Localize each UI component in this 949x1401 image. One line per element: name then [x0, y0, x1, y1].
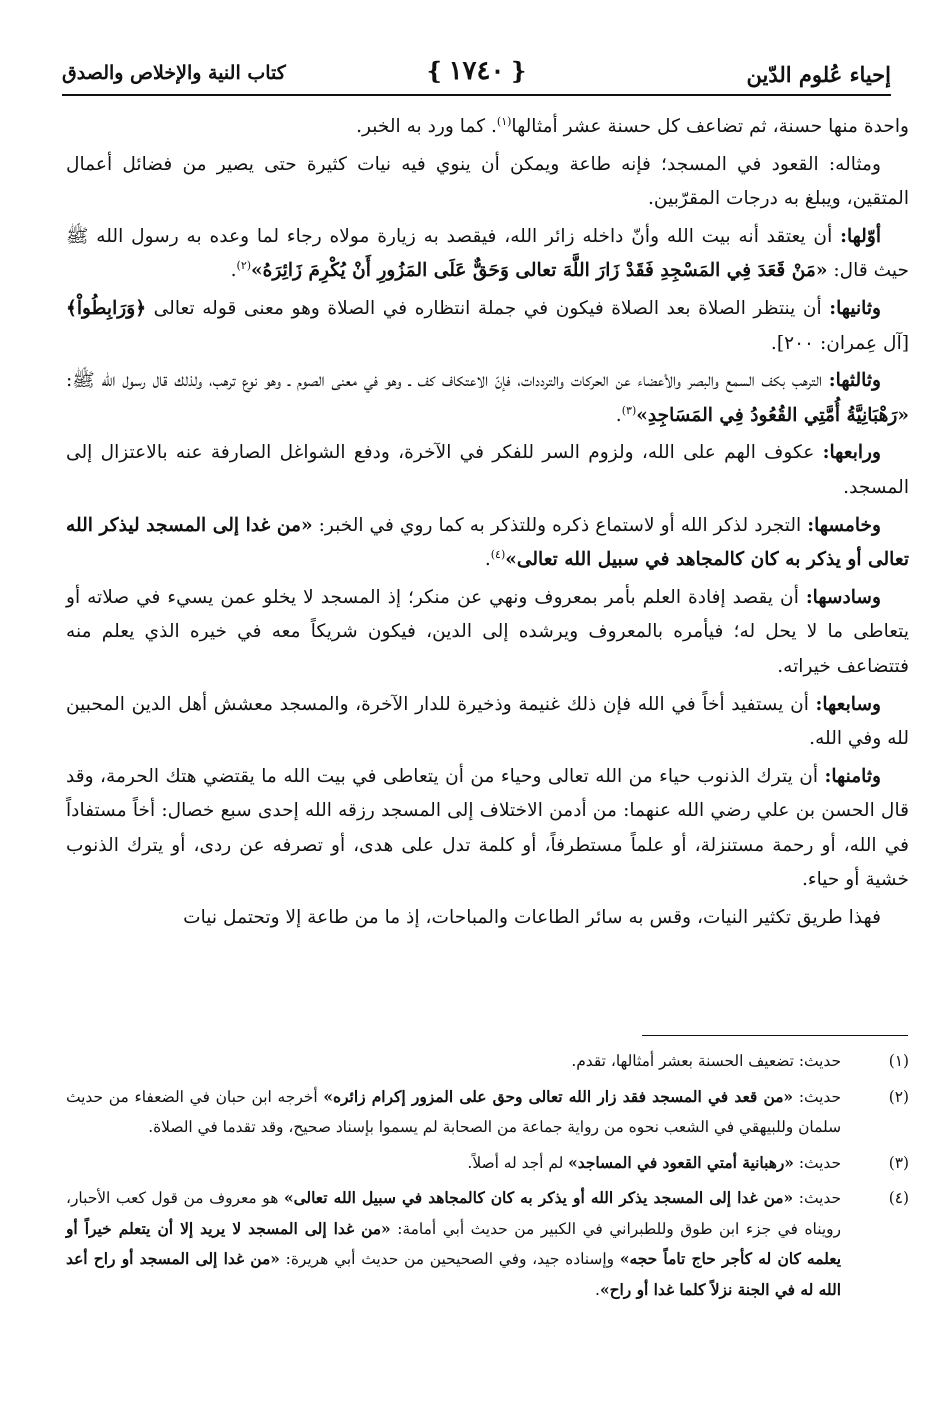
footnote-label: حديث: — [793, 1052, 841, 1070]
footnote-2 — [66, 1082, 909, 1143]
main-text — [66, 110, 909, 936]
chapter-title: كتاب النية والإخلاص والصدق — [62, 62, 286, 84]
left-ornament-icon: ❴ — [424, 57, 445, 85]
verse-citation: [آل عِمران: ٢٠٠]. — [770, 332, 909, 354]
footnote-ref-1: (١) — [496, 114, 512, 128]
quran-verse: ﴿وَرَابِطُواْ﴾ — [66, 297, 147, 319]
point-label: وسابعها: — [815, 693, 881, 715]
hadith-quote: «مَنْ قَعَدَ فِي المَسْجِدِ فَقَدْ زَارَ اللَّهَ تعالى وَحَقٌّ عَلَى المَزُورِ أَنْ يُكْرِمَ زَائِرَهُ» — [251, 260, 828, 282]
point-end: . — [615, 404, 622, 426]
paragraph-point-2 — [66, 292, 909, 361]
footnote-text: هو معروف من قول كعب الأحبار، رويناه في جزء ابن طوق وللطبراني في الكبير من حديث أبي أمامة: — [66, 1189, 841, 1238]
point-text: الترهب بكف السمع والبصر والأعضاء عن الحركات والترددات، فإنّ الاعتكاف كف ـ وهو في معنى الصوم ـ وهو نوع ترهب، ولذلك قال رسول الله ﷺ: — [66, 370, 829, 392]
right-ornament-icon: ❵ — [508, 57, 529, 85]
footnote-hadith: «من غدا إلى المسجد لا يريد إلا أن يتعلم خيراً أو يعلمه كان له كأجر حاج تاماً حجه» — [66, 1219, 841, 1268]
page-number — [424, 56, 528, 86]
footnotes — [66, 1046, 909, 1310]
footnote-ref-4: (٤) — [490, 547, 506, 561]
point-text: أن يستفيد أخاً في الله فإن ذلك غنيمة وذخيرة للدار الآخرة، والمسجد معشش أهل الدين المحبين لله وفي الله. — [66, 693, 909, 750]
footnote-4 — [66, 1183, 909, 1305]
footnote-number: (٢) — [888, 1087, 909, 1106]
point-label: وسادسها: — [805, 586, 881, 608]
footnote-text: تضعيف الحسنة بعشر أمثالها، تقدم. — [571, 1052, 794, 1070]
page-header — [62, 56, 891, 90]
point-label: وثانيها: — [829, 297, 881, 319]
footnote-text: . — [595, 1280, 600, 1299]
point-end: . — [484, 549, 491, 571]
hadith-quote: «من غدا إلى المسجد ليذكر الله تعالى أو يذكر به كان كالمجاهد في سبيل الله تعالى» — [66, 514, 909, 571]
paragraph-point-6 — [66, 581, 909, 685]
header-divider — [62, 94, 891, 96]
footnote-hadith: «من قعد في المسجد فقد زار الله تعالى وحق على المزور إكرام زائره» — [323, 1087, 794, 1106]
footnote-number: (٤) — [888, 1189, 909, 1207]
point-text: التجرد لذكر الله أو لاستماع ذكره وللتذكر به كما روي في الخبر: — [312, 514, 808, 536]
paragraph-point-3 — [66, 364, 909, 433]
point-text: عكوف الهم على الله، ولزوم السر للفكر في الآخرة، ودفع الشواغل الصارفة عنه بالاعتزال إلى المسجد. — [66, 442, 909, 498]
footnote-text: أخرجه ابن حبان في الضعفاء من حديث سلمان وللبيهقي في الشعب نحوه من رواية جماعة من الصحابة لم يسموا بإسناد صحيح، وقد تقدما في الصلاة. — [66, 1087, 841, 1136]
paragraph-point-4 — [66, 436, 909, 505]
footnote-text: لم أجد له أصلاً. — [467, 1153, 569, 1172]
footnote-ref-3: (٣) — [621, 403, 637, 417]
footnote-hadith: «من غدا إلى المسجد يذكر الله أو يذكر به كان كالمجاهد في سبيل الله تعالى» — [283, 1189, 794, 1207]
footnote-number: (٣) — [888, 1153, 909, 1172]
footnote-3 — [66, 1148, 909, 1179]
point-text: أن يقصد إفادة العلم بأمر بمعروف ونهي عن منكر؛ إذ المسجد لا يخلو عمن يسيء في صلاته أو يتعاطى ما لا يحل له؛ فيأمره بالمعروف ويرشده إلى الدين، فيكون شريكاً معه في خيره الذي يعلم منه فتتضاعف خيراته. — [66, 586, 909, 677]
point-text: أن يترك الذنوب حياء من الله تعالى وحياء من أن يتعاطى في بيت الله ما يقتضي هتك الحرمة، وقد قال الحسن بن علي رضي الله عنهما: من أدمن الاختلاف إلى المسجد رزقه الله إحدى سبع خصال: أخاً مستفاداً في الله، أو رحمة مستنزلة، أو علماً مستطرفاً، أو كلمة تدل على هدى، أو تصرفه عن ردى، أو يترك الذنوب خشية أو حياء. — [66, 765, 909, 891]
paragraph-point-7 — [66, 688, 909, 757]
book-title: إحياء عُلوم الدّين — [746, 62, 891, 87]
point-label: أوّلها: — [840, 225, 881, 247]
paragraph-closing: فهذا طريق تكثير النيات، وقس به سائر الطاعات والمباحات، إذ ما من طاعة إلا وتحتمل نيات — [183, 907, 881, 929]
paragraph-point-5 — [66, 509, 909, 578]
footnote-1 — [66, 1046, 909, 1077]
paragraph-point-1 — [66, 220, 909, 289]
footnote-label: حديث: — [793, 1153, 841, 1172]
page-number-value: ١٧٤٠ — [448, 56, 505, 86]
footnote-number: (١) — [888, 1052, 909, 1070]
footnote-hadith: «من غدا إلى المسجد أو راح أعد الله له في الجنة نزلاً كلما غدا أو راح» — [66, 1250, 841, 1299]
point-label: وثالثها: — [828, 370, 881, 392]
footnote-text: وإسناده جيد، وفي الصحيحين من حديث أبي هريرة: — [279, 1250, 620, 1268]
footnote-label: حديث: — [793, 1189, 841, 1207]
point-text: أن ينتظر الصلاة بعد الصلاة فيكون في جملة انتظاره في الصلاة وهو معنى قوله تعالى — [146, 297, 830, 319]
footnote-label: حديث: — [793, 1087, 841, 1106]
intro-text-end: . كما ورد به الخبر. — [356, 116, 497, 137]
point-label: وخامسها: — [807, 514, 882, 536]
footnote-hadith: «رهبانية أمتي القعود في المساجد» — [568, 1153, 794, 1172]
point-label: ورابعها: — [822, 442, 881, 464]
paragraph-intro — [66, 110, 909, 145]
point-label: وثامنها: — [824, 765, 881, 787]
paragraph-point-8 — [66, 760, 909, 898]
paragraph-example: ومثاله: القعود في المسجد؛ فإنه طاعة ويمكن أن ينوي فيه نيات كثيرة حتى يصير من فضائل أعمال المتقين، ويبلغ به درجات المقرّبين. — [66, 153, 909, 210]
footnote-ref-2: (٢) — [236, 259, 252, 273]
intro-text: واحدة منها حسنة، ثم تضاعف كل حسنة عشر أمثالها — [511, 116, 909, 137]
point-text: أن يعتقد أنه بيت الله وأنّ داخله زائر الله، فيقصد به زيارة مولاه رجاء لما وعده به رسول الله ﷺ حيث قال: — [66, 225, 909, 282]
point-end: . — [230, 260, 237, 282]
hadith-quote: «رَهْبَانِيَّةُ أُمَّتِي القُعُودُ فِي المَسَاجِدِ» — [636, 404, 909, 426]
footnote-divider — [642, 1035, 908, 1036]
